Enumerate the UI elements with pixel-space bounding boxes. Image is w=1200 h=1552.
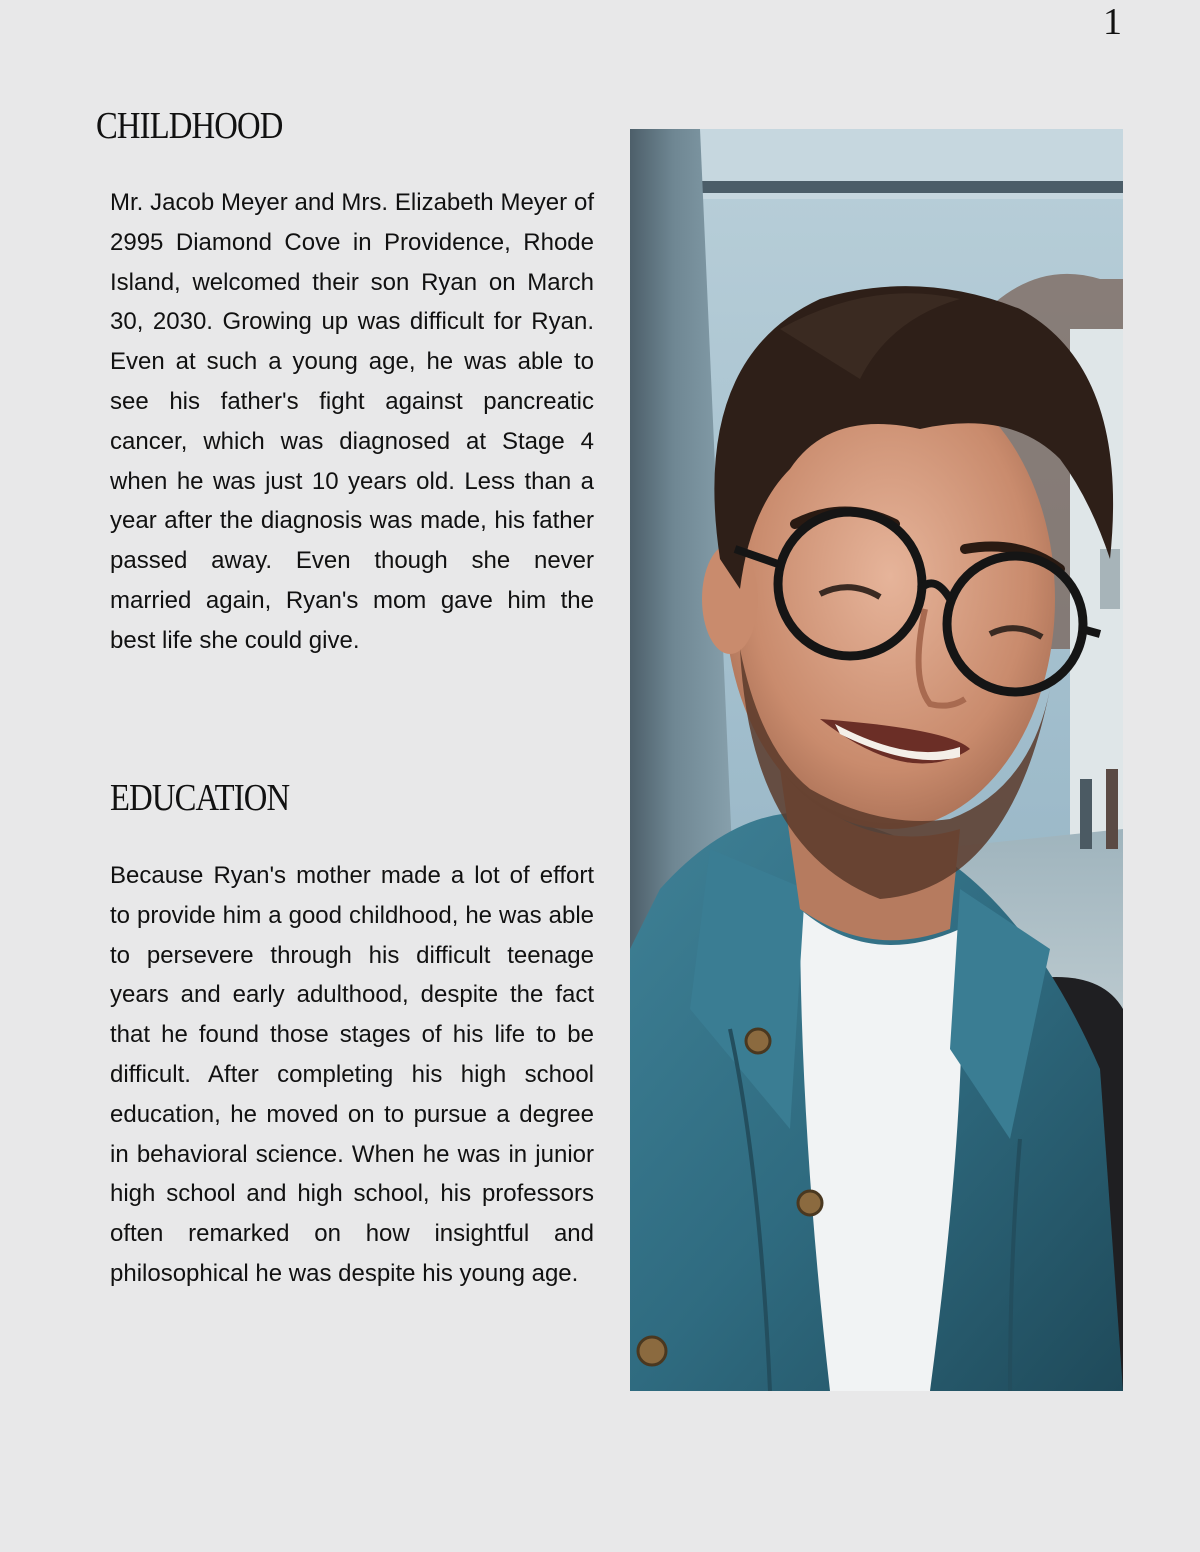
education-heading: EDUCATION [110, 777, 290, 819]
childhood-paragraph: Mr. Jacob Meyer and Mrs. Elizabeth Meyer of 2995 Diamond Cove in Providence, Rhode Island, welcomed their son Ryan on March 30, 2030. Growing up was difficult for Ryan. Even at such a young age, he was able to see his father's fight against pancreatic cancer, which was diagnosed at Stage 4 when he was just 10 years old. Less than a year after the diagnosis was made, his father passed away. Even though she never married again, Ryan's mom gave him the best life she could give. [110, 189, 594, 654]
childhood-heading: CHILDHOOD [96, 105, 283, 147]
portrait-illustration [630, 129, 1123, 1391]
portrait-photo [630, 129, 1123, 1391]
education-paragraph: Because Ryan's mother made a lot of effort to provide him a good childhood, he was able to persevere through his difficult teenage years and early adulthood, despite the fact that he found those stages of his life to be difficult. After completing his high school education, he moved on to pursue a degree in behavioral science. When he was in junior high school and high school, his professors often remarked on how insightful and philosophical he was despite his young age. [110, 862, 594, 1287]
page-number: 1 [1103, 1, 1122, 43]
